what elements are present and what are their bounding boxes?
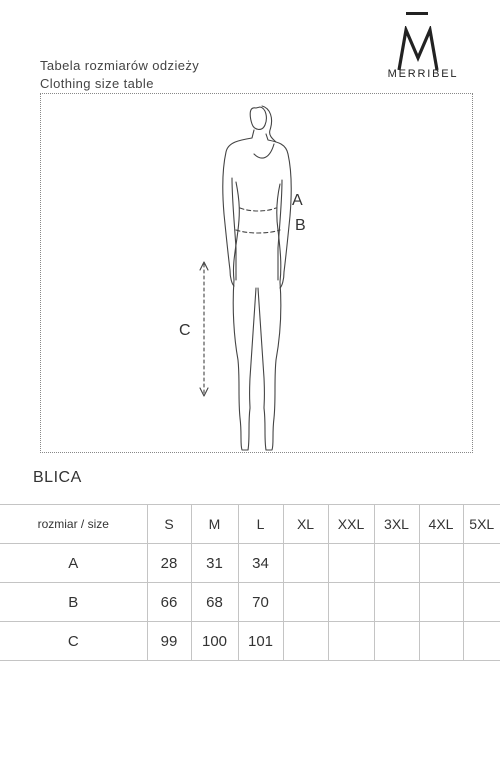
table-cell xyxy=(374,622,419,661)
table-cell xyxy=(328,622,374,661)
label-c: C xyxy=(179,322,191,339)
body-silhouette-illustration xyxy=(170,98,330,458)
heading-polish: Tabela rozmiarów odzieży xyxy=(40,58,200,73)
table-row xyxy=(0,583,500,622)
table-cell: 66 xyxy=(147,583,191,622)
size-col-header: XL xyxy=(283,505,328,544)
table-cell xyxy=(463,622,500,661)
brand-name: MERRIBEL xyxy=(387,68,459,80)
table-cell: 100 xyxy=(191,622,238,661)
row-label: B xyxy=(0,583,147,622)
size-col-header: 3XL xyxy=(374,505,419,544)
size-col-header: 5XL xyxy=(463,505,500,544)
corner-cell: rozmiar / size xyxy=(0,505,147,544)
table-cell xyxy=(419,622,463,661)
table-cell xyxy=(419,583,463,622)
table-cell xyxy=(463,583,500,622)
heading-english: Clothing size table xyxy=(40,76,154,91)
label-b: B xyxy=(295,217,306,234)
product-name: BLICA xyxy=(33,469,82,486)
table-row xyxy=(0,544,500,583)
table-cell xyxy=(283,544,328,583)
label-a: A xyxy=(292,192,303,209)
size-col-header: L xyxy=(238,505,283,544)
table-cell: 31 xyxy=(191,544,238,583)
table-cell xyxy=(328,583,374,622)
size-header-row xyxy=(0,505,500,544)
table-row xyxy=(0,622,500,661)
table-cell: 68 xyxy=(191,583,238,622)
table-cell xyxy=(374,583,419,622)
size-col-header: S xyxy=(147,505,191,544)
row-label: C xyxy=(0,622,147,661)
size-table xyxy=(0,504,500,661)
size-col-header: M xyxy=(191,505,238,544)
table-cell xyxy=(283,622,328,661)
table-cell xyxy=(419,544,463,583)
logo-m-icon xyxy=(395,26,441,72)
brand-logo xyxy=(383,12,473,82)
size-col-header: 4XL xyxy=(419,505,463,544)
table-cell xyxy=(328,544,374,583)
table-cell: 34 xyxy=(238,544,283,583)
table-cell: 28 xyxy=(147,544,191,583)
size-col-header: XXL xyxy=(328,505,374,544)
logo-macron xyxy=(406,12,428,15)
row-label: A xyxy=(0,544,147,583)
table-cell: 101 xyxy=(238,622,283,661)
table-cell xyxy=(374,544,419,583)
table-cell xyxy=(463,544,500,583)
table-cell xyxy=(283,583,328,622)
size-table-heading xyxy=(40,57,199,93)
table-cell: 99 xyxy=(147,622,191,661)
table-cell: 70 xyxy=(238,583,283,622)
